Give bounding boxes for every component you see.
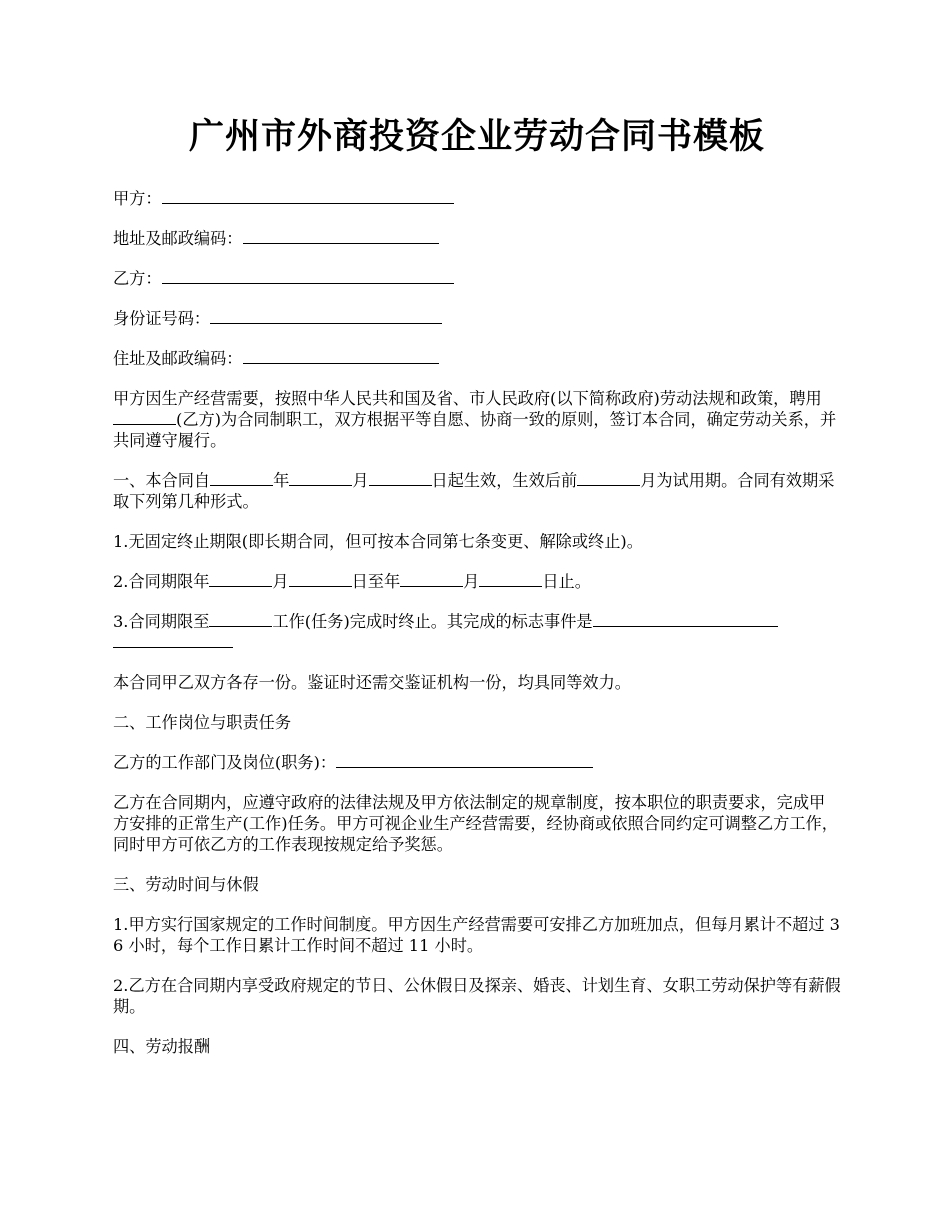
section1-text-a: 一、本合同自 [113,471,211,490]
id-number-field [113,308,841,329]
term-option-3 [113,611,841,653]
party-a-label: 甲方： [113,189,162,208]
document-title: 广州市外商投资企业劳动合同书模板 [188,117,765,157]
intro-text-1: 甲方因生产经营需要，按照中华人民共和国及省、市人民政府(以下简称政府)劳动法规和政策，聘用 [113,389,822,408]
copies-paragraph: 本合同甲乙双方各存一份。鉴证时还需交鉴证机构一份，均具同等效力。 [113,673,631,692]
start-month-blank[interactable] [289,471,352,486]
term-option-2 [113,571,841,592]
term2-text-c: 日至年 [351,572,401,591]
term3-task-blank[interactable] [209,612,272,627]
term3-text-b: 工作(任务)完成时终止。其完成的标志事件是 [272,612,593,631]
section3-heading: 三、劳动时间与休假 [113,875,259,894]
term2-text-b: 月 [272,572,289,591]
address-postcode-blank[interactable] [243,229,439,244]
party-b-blank[interactable] [162,269,454,284]
intro-paragraph [113,388,841,451]
residence-postcode-label: 住址及邮政编码： [113,349,243,368]
party-b-field [113,268,841,289]
term2-text-a: 2.合同期限年 [113,572,210,591]
section1-text-d: 日起生效，生效后前 [431,471,578,490]
residence-postcode-blank[interactable] [243,349,439,364]
section4-heading: 四、劳动报酬 [113,1037,211,1056]
residence-postcode-field [113,348,841,369]
address-postcode-label: 地址及邮政编码： [113,229,243,248]
term3-text-a: 3.合同期限至 [113,612,210,631]
document-page [113,112,841,1076]
party-b-label: 乙方： [113,269,162,288]
section1-text-b: 年 [273,471,290,490]
working-hours-paragraph: 1.甲方实行国家规定的工作时间制度。甲方因生产经营需要可安排乙方加班加点，但每月累计不超过 36 小时，每个工作日累计工作时间不超过 11 小时。 [113,915,840,955]
id-number-label: 身份证号码： [113,309,211,328]
id-number-blank[interactable] [210,309,442,324]
department-position-blank[interactable] [336,753,593,768]
paid-leave-paragraph: 2.乙方在合同期内享受政府规定的节日、公休假日及探亲、婚丧、计划生育、女职工劳动保护等有薪假期。 [113,976,841,1016]
start-day-blank[interactable] [369,471,432,486]
term2-text-e: 日止。 [542,572,591,591]
address-postcode-field [113,228,841,249]
completion-event-blank[interactable] [593,612,778,627]
party-a-blank[interactable] [162,189,454,204]
department-position-field [113,752,841,773]
employee-name-blank[interactable] [113,410,176,425]
section1-text-e: 月为试用期。合同有效期采取下列第几种形式。 [113,471,835,511]
section1-paragraph [113,470,841,512]
term2-end-month-blank[interactable] [400,572,463,587]
duty-paragraph: 乙方在合同期内，应遵守政府的法律法规及甲方依法制定的规章制度，按本职位的职责要求，完成甲方安排的正常生产(工作)任务。甲方可视企业生产经营需要，经协商或依照合同约定可调整乙方工作，同时甲方可依乙方的工作表现按规定给予奖惩。 [113,793,838,854]
party-a-field [113,188,841,209]
department-position-label: 乙方的工作部门及岗位(职务)： [113,753,337,772]
section1-text-c: 月 [352,471,369,490]
term2-text-d: 月 [463,572,480,591]
section2-heading: 二、工作岗位与职责任务 [113,713,292,732]
term-option-1: 1.无固定终止期限(即长期合同，但可按本合同第七条变更、解除或终止)。 [113,532,643,551]
term2-day-blank[interactable] [289,572,352,587]
term2-month-blank[interactable] [209,572,272,587]
completion-event-blank-cont[interactable] [113,633,233,648]
term2-end-day-blank[interactable] [479,572,542,587]
probation-months-blank[interactable] [577,471,640,486]
start-year-blank[interactable] [210,471,273,486]
intro-text-2: (乙方)为合同制职工，双方根据平等自愿、协商一致的原则，签订本合同，确定劳动关系，并共同遵守履行。 [113,410,837,450]
